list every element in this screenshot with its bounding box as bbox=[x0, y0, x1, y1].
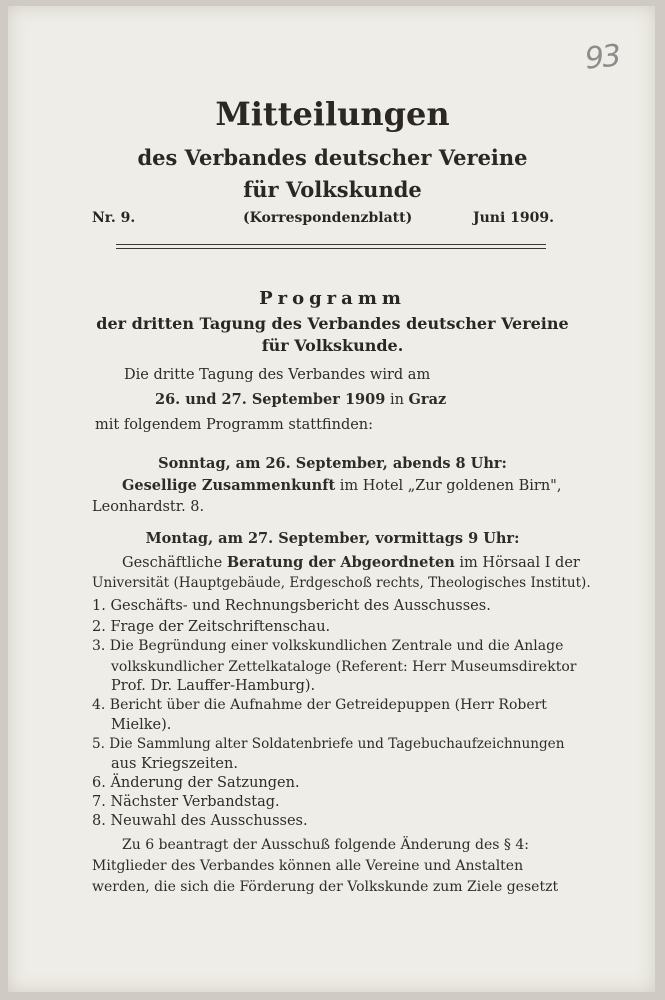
program-subtitle-line2: für Volkskunde. bbox=[261, 336, 404, 355]
program-subtitle-line1: der dritten Tagung des Verbandes deutscher Vereine bbox=[96, 314, 569, 333]
agenda-item: 4. Bericht über die Aufnahme der Getreidepuppen (Herr Robert bbox=[92, 697, 547, 713]
agenda-item: 3. Die Begründung einer volkskundlichen Zentrale und die Anlage bbox=[92, 638, 564, 654]
monday-intro-bold: Beratung der Abgeordneten bbox=[226, 554, 455, 571]
closing-line2: Mitglieder des Verbandes können alle Vereine und Anstalten bbox=[92, 858, 524, 874]
sunday-event bbox=[122, 477, 561, 494]
intro-line2 bbox=[155, 391, 446, 408]
intro-word-in: in bbox=[389, 392, 404, 408]
journal-subtitle-line1: des Verbandes deutscher Vereine bbox=[137, 145, 528, 170]
intro-line1: Die dritte Tagung des Verbandes wird am bbox=[124, 367, 431, 383]
closing-line1: Zu 6 beantragt der Ausschuß folgende Änderung des § 4: bbox=[122, 837, 529, 853]
agenda-item: 2. Frage der Zeitschriftenschau. bbox=[92, 619, 331, 635]
handwritten-page-number: 93 bbox=[583, 38, 621, 77]
agenda-item-continued: Mielke). bbox=[111, 717, 172, 733]
sunday-event-venue: im Hotel „Zur goldenen Birn", bbox=[339, 478, 562, 494]
conference-city: Graz bbox=[408, 391, 447, 408]
sunday-event-title: Gesellige Zusammenkunft bbox=[122, 477, 336, 494]
agenda-item-continued: volkskundlicher Zettelkataloge (Referent: Herr Museumsdirektor bbox=[111, 659, 577, 675]
monday-heading: Montag, am 27. September, vormittags 9 Uhr: bbox=[145, 530, 520, 547]
monday-intro-pre: Geschäftliche bbox=[122, 555, 223, 571]
issue-date: Juni 1909. bbox=[473, 210, 555, 226]
issue-number: Nr. 9. bbox=[92, 210, 136, 226]
program-title: Programm bbox=[259, 288, 406, 309]
monday-intro-post: im Hörsaal I der bbox=[459, 555, 580, 571]
agenda-item: 7. Nächster Verbandstag. bbox=[92, 794, 280, 810]
monday-intro-line2: Universität (Hauptgebäude, Erdgeschoß rechts, Theologisches Institut). bbox=[92, 575, 591, 591]
agenda-item: 5. Die Sammlung alter Soldatenbriefe und Tagebuchaufzeichnungen bbox=[92, 736, 565, 752]
sunday-heading: Sonntag, am 26. September, abends 8 Uhr: bbox=[158, 455, 507, 472]
agenda-item: 6. Änderung der Satzungen. bbox=[92, 775, 300, 791]
agenda-item-continued: aus Kriegszeiten. bbox=[111, 756, 238, 772]
sunday-address: Leonhardstr. 8. bbox=[92, 499, 205, 515]
agenda-item: 1. Geschäfts- und Rechnungsbericht des Ausschusses. bbox=[92, 598, 491, 614]
header-rule-top bbox=[116, 244, 546, 245]
journal-subtitle-line2: für Volkskunde bbox=[243, 177, 422, 202]
header-rule-bottom bbox=[116, 248, 546, 249]
agenda-item-continued: Prof. Dr. Lauffer-Hamburg). bbox=[111, 678, 316, 694]
journal-title: Mitteilungen bbox=[215, 95, 450, 133]
issue-kind: (Korrespondenzblatt) bbox=[243, 210, 413, 226]
monday-intro bbox=[122, 554, 580, 571]
intro-line3: mit folgendem Programm stattfinden: bbox=[95, 417, 374, 433]
agenda-item: 8. Neuwahl des Ausschusses. bbox=[92, 813, 308, 829]
conference-dates: 26. und 27. September 1909 bbox=[155, 391, 386, 408]
closing-line3: werden, die sich die Förderung der Volkskunde zum Ziele gesetzt bbox=[92, 879, 559, 895]
